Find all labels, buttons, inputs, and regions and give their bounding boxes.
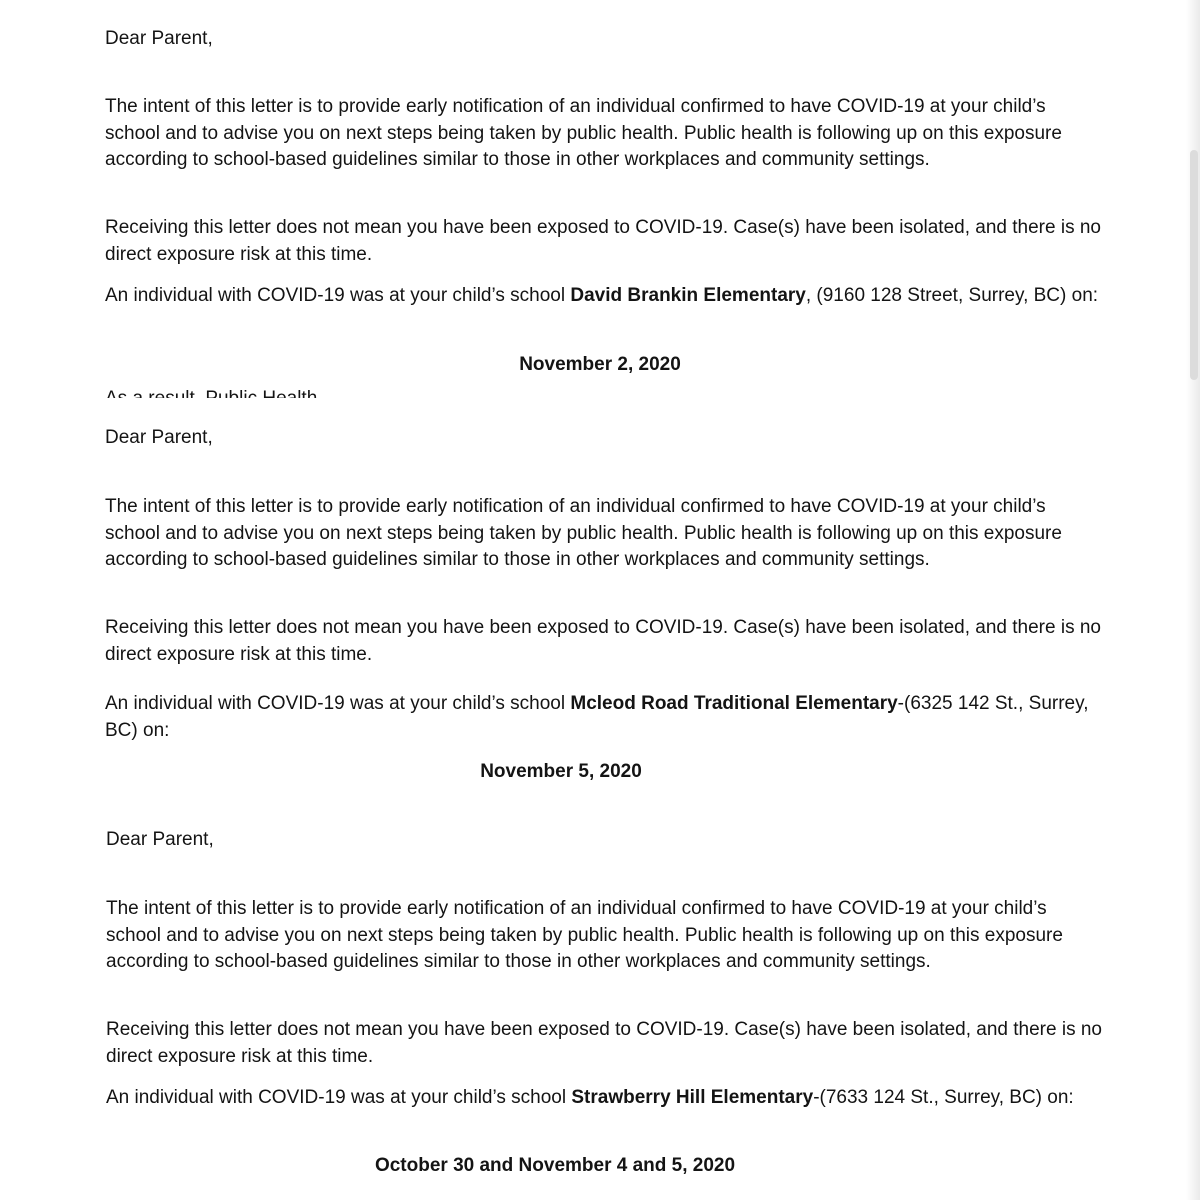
exposure-date: November 5, 2020 xyxy=(480,761,642,782)
school-address: -(6325 142 St., Surrey, BC) on: xyxy=(105,693,1089,741)
exposure-intro-text: An individual with COVID-19 was at your child’s school xyxy=(106,1087,572,1108)
letter-exposure-paragraph xyxy=(105,691,1105,744)
letter-intent-paragraph: The intent of this letter is to provide early notification of an individual confirmed to have COVID-19 at your child’s school and to advise you on next steps being taken by public health. Public health is following up on this exposure according to school-based guidelines similar to those in other workplaces and community settings. xyxy=(105,496,1062,570)
letter-greeting: Dear Parent, xyxy=(106,829,214,850)
letter-intent-paragraph: The intent of this letter is to provide early notification of an individual confirmed to have COVID-19 at your child’s school and to advise you on next steps being taken by public health. Public health is following up on this exposure according to school-based guidelines similar to those in other workplaces and community settings. xyxy=(106,898,1063,972)
letter-receiving-paragraph: Receiving this letter does not mean you have been exposed to COVID-19. Case(s) have been isolated, and there is no direct exposure risk at this time. xyxy=(106,1019,1102,1067)
exposure-date: October 30 and November 4 and 5, 2020 xyxy=(374,1155,736,1176)
scrollbar-thumb[interactable] xyxy=(1190,150,1198,380)
letter-receiving-paragraph: Receiving this letter does not mean you have been exposed to COVID-19. Case(s) have been isolated, and there is no direct exposure risk at this time. xyxy=(105,617,1101,665)
letter-intent-paragraph: The intent of this letter is to provide early notification of an individual confirmed to have COVID-19 at your child’s school and to advise you on next steps being taken by public health. Public health is following up on this exposure according to school-based guidelines similar to those in other workplaces and community settings. xyxy=(105,96,1062,170)
letter-exposure-paragraph xyxy=(106,1085,1106,1112)
exposure-intro-text: An individual with COVID-19 was at your child’s school xyxy=(105,285,571,306)
school-name: David Brankin Elementary xyxy=(570,285,806,306)
school-name: Mcleod Road Traditional Elementary xyxy=(570,693,898,714)
exposure-intro-text: An individual with COVID-19 was at your child’s school xyxy=(105,693,571,714)
letter-david-brankin xyxy=(0,0,1190,398)
letter-mcleod-road xyxy=(0,398,1190,800)
letter-strawberry-hill xyxy=(0,800,1190,1200)
letter-receiving-paragraph: Receiving this letter does not mean you have been exposed to COVID-19. Case(s) have been isolated, and there is no direct exposure risk at this time. xyxy=(105,217,1101,265)
letter-exposure-paragraph xyxy=(105,283,1105,310)
school-address: -(7633 124 St., Surrey, BC) on: xyxy=(813,1087,1074,1108)
school-name: Strawberry Hill Elementary xyxy=(571,1087,814,1108)
letter-greeting: Dear Parent, xyxy=(105,28,213,49)
exposure-date: November 2, 2020 xyxy=(519,354,681,375)
school-address: , (9160 128 Street, Surrey, BC) on: xyxy=(805,285,1099,306)
letter-greeting: Dear Parent, xyxy=(105,427,213,448)
